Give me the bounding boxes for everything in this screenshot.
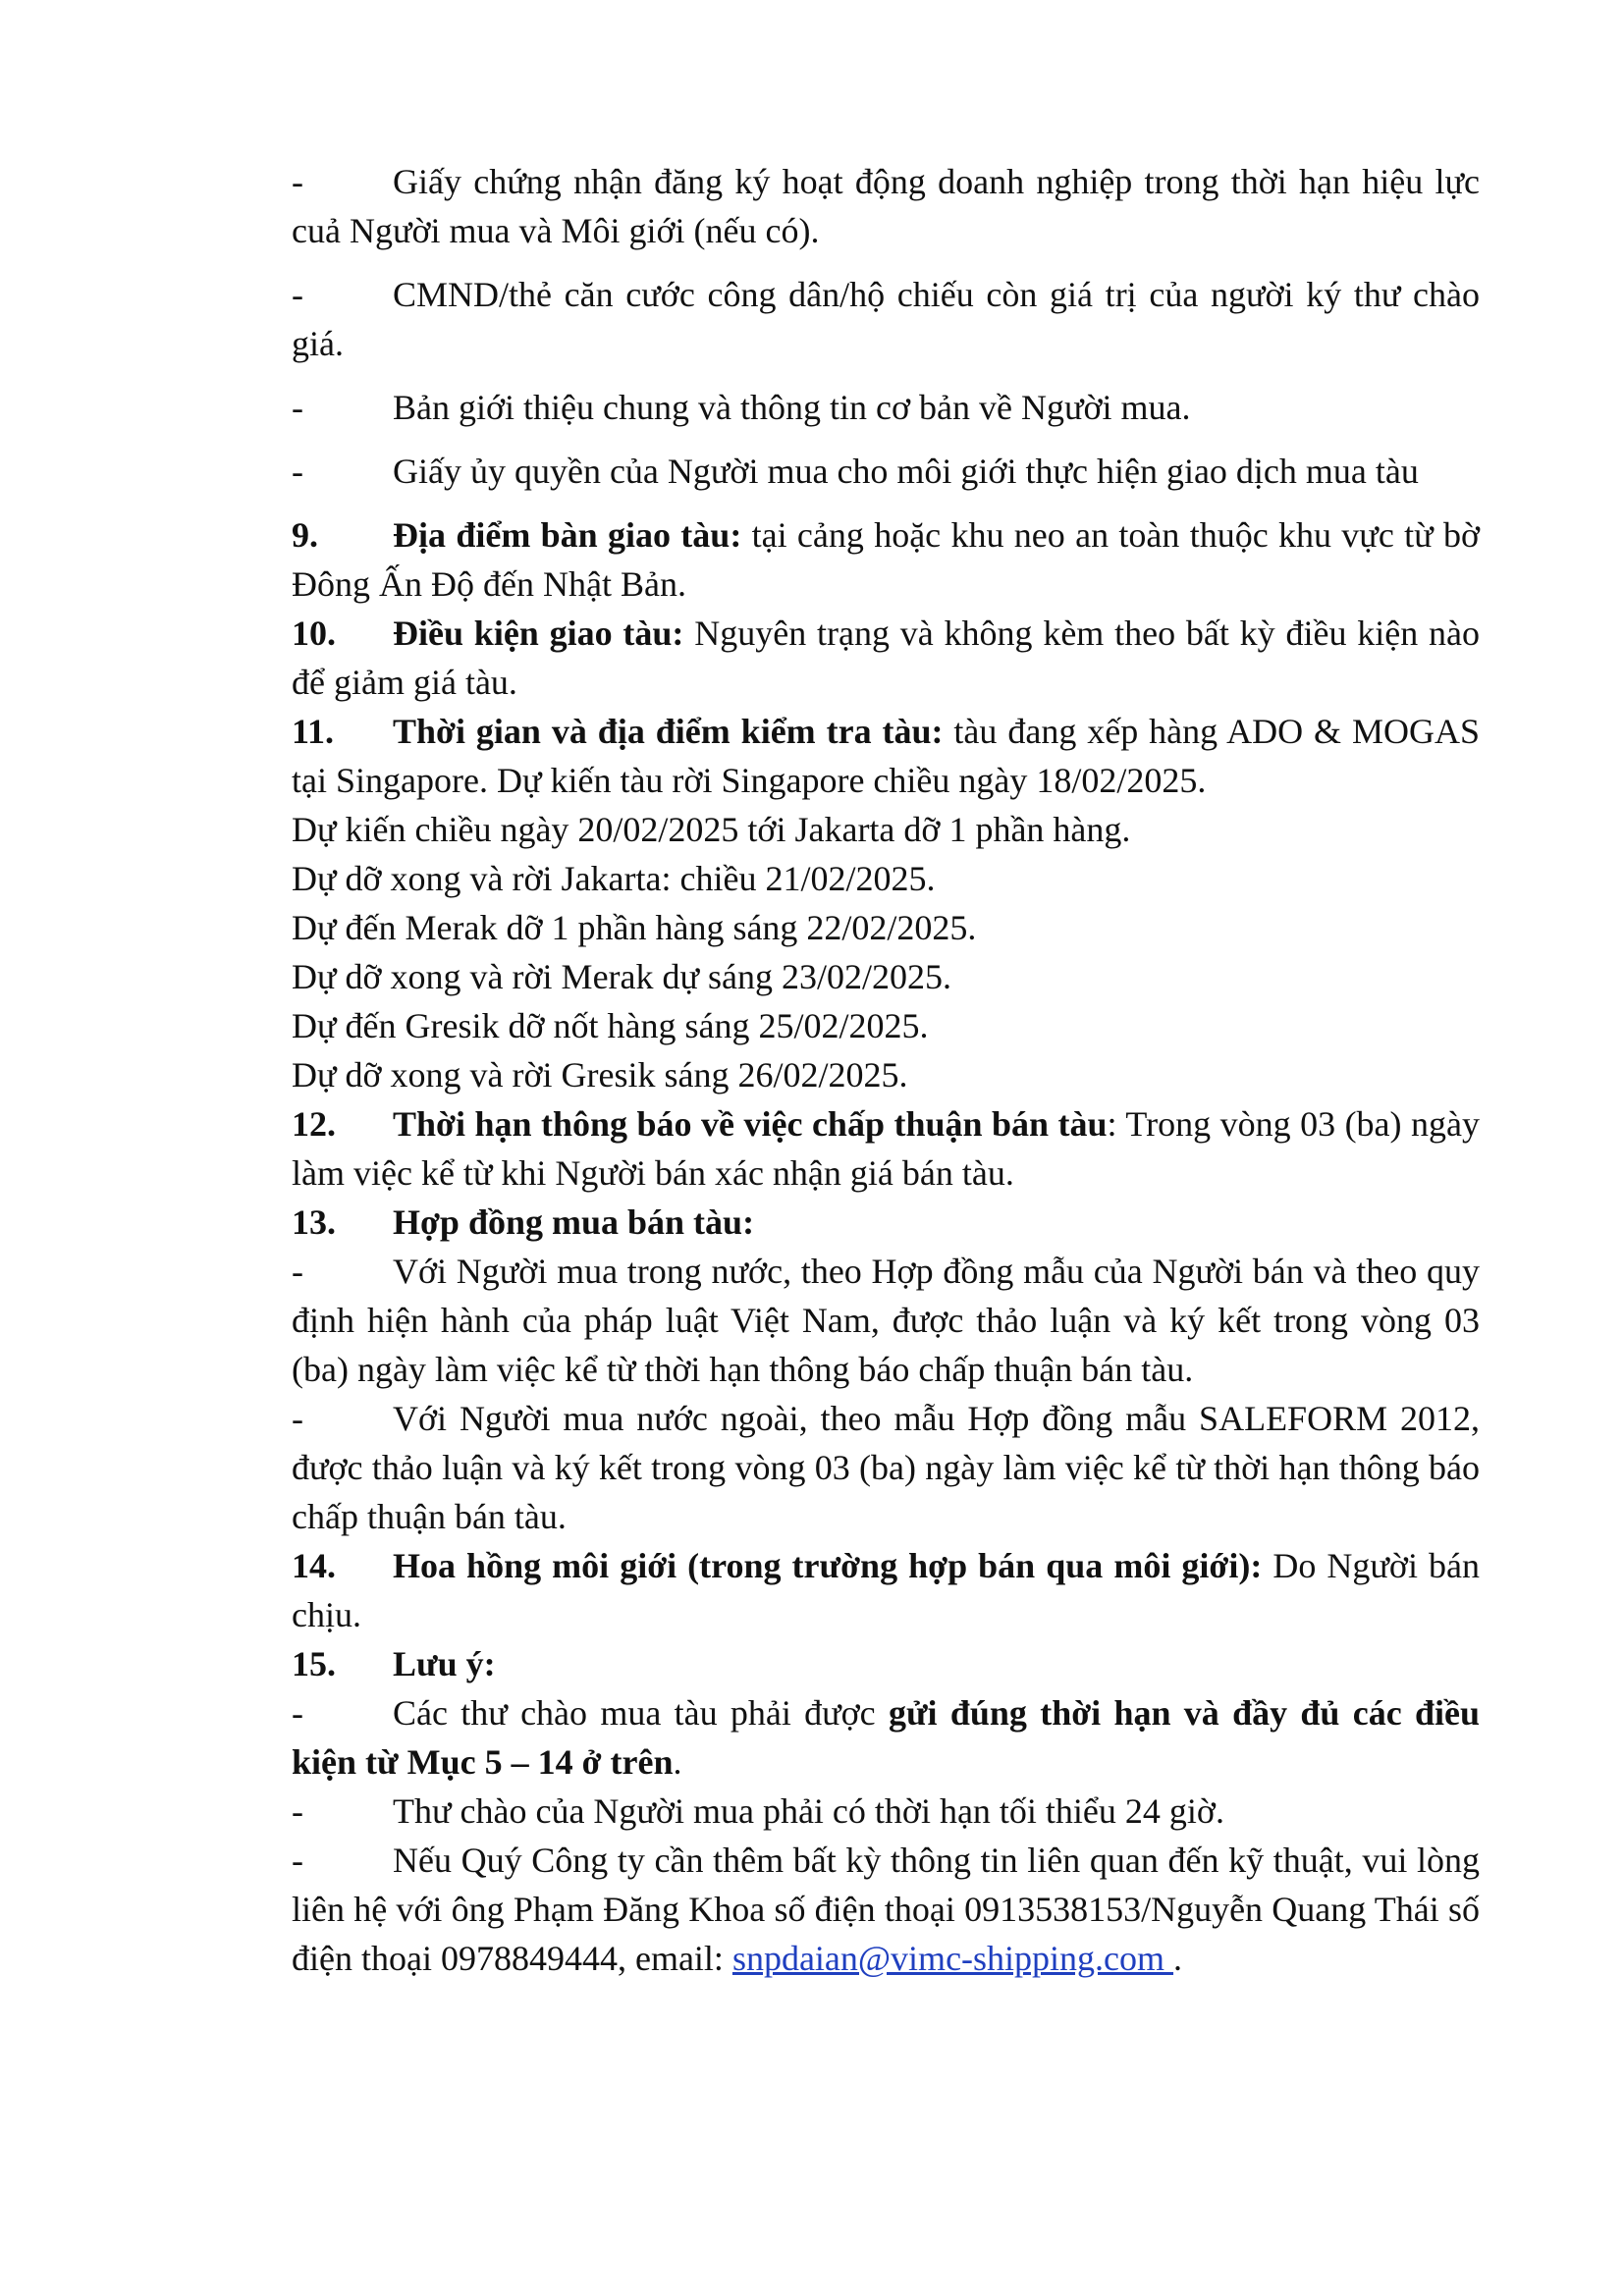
schedule-line: Dự dỡ xong và rời Merak dự sáng 23/02/2025.	[292, 957, 952, 996]
schedule-line: Dự đến Gresik dỡ nốt hàng sáng 25/02/2025.	[292, 1006, 929, 1045]
section-10	[292, 609, 1480, 707]
section-number: 13.	[292, 1202, 336, 1242]
doc-requirement-2	[292, 270, 1480, 368]
section-number: 15.	[292, 1644, 336, 1683]
schedule-line: Dự kiến chiều ngày 20/02/2025 tới Jakarta dỡ 1 phần hàng.	[292, 810, 1131, 849]
section-text: Nguyên trạng và không kèm theo bất kỳ điều kiện nào để giảm giá tàu.	[292, 614, 1480, 702]
contract-bullet-2	[292, 1394, 1480, 1541]
section-text: : Trong vòng 03 (ba) ngày làm việc kể từ khi Người bán xác nhận giá bán tàu.	[292, 1104, 1480, 1193]
section-title: Hợp đồng mua bán tàu:	[393, 1202, 755, 1242]
schedule-line: Dự dỡ xong và rời Jakarta: chiều 21/02/2025.	[292, 859, 936, 898]
bullet-dash: -	[292, 452, 303, 491]
bullet-dash: -	[292, 1693, 303, 1733]
bullet-dash: -	[292, 1399, 303, 1438]
section-title: Địa điểm bàn giao tàu:	[393, 515, 742, 555]
bullet-dash: -	[292, 388, 303, 427]
doc-requirement-text: Giấy chứng nhận đăng ký hoạt động doanh nghiệp trong thời hạn hiệu lực cuả Người mua và Môi giới (nếu có).	[292, 162, 1480, 250]
note-bold-text: gửi đúng thời hạn và đầy đủ các điều kiện từ Mục 5 – 14 ở trên	[292, 1693, 1480, 1782]
section-number: 14.	[292, 1546, 336, 1585]
note-text: Thư chào của Người mua phải có thời hạn tối thiểu 24 giờ.	[393, 1791, 1224, 1831]
note-text-end: .	[673, 1742, 682, 1782]
note-text: Các thư chào mua tàu phải được	[393, 1693, 889, 1733]
section-title: Điều kiện giao tàu:	[393, 614, 684, 653]
bullet-dash: -	[292, 1841, 303, 1880]
document-page	[292, 157, 1480, 1983]
section-number: 9.	[292, 515, 318, 555]
contract-bullet-text: Với Người mua nước ngoài, theo mẫu Hợp đồng mẫu SALEFORM 2012, được thảo luận và ký kết trong vòng 03 (ba) ngày làm việc kể từ thời hạn thông báo chấp thuận bán tàu.	[292, 1399, 1480, 1536]
section-14	[292, 1541, 1480, 1639]
bullet-dash: -	[292, 1791, 303, 1831]
doc-requirement-4	[292, 447, 1480, 496]
bullet-dash: -	[292, 1252, 303, 1291]
section-13	[292, 1198, 1480, 1247]
section-text: Do Người bán chịu.	[292, 1546, 1480, 1634]
section-11	[292, 707, 1480, 805]
section-text: tại cảng hoặc khu neo an toàn thuộc khu vực từ bờ Đông Ấn Độ đến Nhật Bản.	[292, 515, 1480, 604]
section-number: 12.	[292, 1104, 336, 1144]
bullet-dash: -	[292, 275, 303, 314]
note-text: Nếu Quý Công ty cần thêm bất kỳ thông tin liên quan đến kỹ thuật, vui lòng liên hệ với ông Phạm Đăng Khoa số điện thoại 0913538153/Nguyễn Quang Thái số điện thoại 0978849444, email:	[292, 1841, 1480, 1978]
section-15	[292, 1639, 1480, 1688]
contract-bullet-text: Với Người mua trong nước, theo Hợp đồng mẫu của Người bán và theo quy định hiện hành của pháp luật Việt Nam, được thảo luận và ký kết trong vòng 03 (ba) ngày làm việc kể từ thời hạn thông báo chấp thuận bán tàu.	[292, 1252, 1480, 1389]
section-text: tàu đang xếp hàng ADO & MOGAS tại Singapore. Dự kiến tàu rời Singapore chiều ngày 18/02/2025.	[292, 712, 1480, 800]
section-9	[292, 510, 1480, 609]
doc-requirement-3	[292, 383, 1480, 432]
section-title: Lưu ý:	[393, 1644, 496, 1683]
note-3	[292, 1836, 1480, 1983]
doc-requirement-text: Bản giới thiệu chung và thông tin cơ bản về Người mua.	[393, 388, 1191, 427]
section-title: Thời hạn thông báo về việc chấp thuận bán tàu	[393, 1104, 1108, 1144]
doc-requirement-text: CMND/thẻ căn cước công dân/hộ chiếu còn giá trị của người ký thư chào giá.	[292, 275, 1480, 363]
bullet-dash: -	[292, 162, 303, 201]
doc-requirement-1	[292, 157, 1480, 255]
note-2	[292, 1787, 1480, 1836]
email-link[interactable]: snpdaian@vimc-shipping.com	[731, 1939, 1174, 1978]
note-1	[292, 1688, 1480, 1787]
note-text-end: .	[1173, 1939, 1183, 1978]
section-number: 11.	[292, 712, 335, 751]
doc-requirement-text: Giấy ủy quyền của Người mua cho môi giới thực hiện giao dịch mua tàu	[393, 452, 1419, 491]
section-title: Thời gian và địa điểm kiểm tra tàu:	[393, 712, 944, 751]
schedule-line: Dự dỡ xong và rời Gresik sáng 26/02/2025.	[292, 1055, 908, 1095]
section-number: 10.	[292, 614, 336, 653]
schedule-line: Dự đến Merak dỡ 1 phần hàng sáng 22/02/2025.	[292, 908, 977, 947]
section-12	[292, 1099, 1480, 1198]
section-title: Hoa hồng môi giới (trong trường hợp bán qua môi giới):	[393, 1546, 1263, 1585]
contract-bullet-1	[292, 1247, 1480, 1394]
